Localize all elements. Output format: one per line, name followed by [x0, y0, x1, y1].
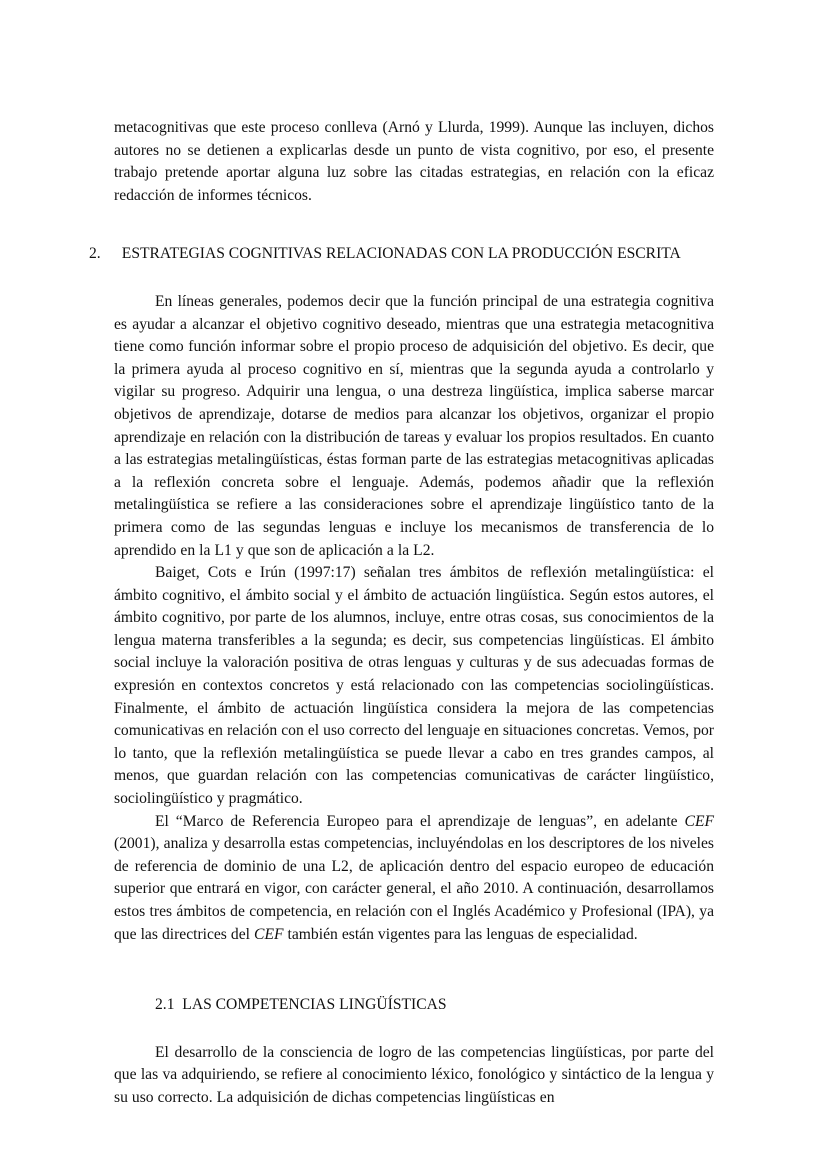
subsection-heading-title: LAS COMPETENCIAS LINGÜÍSTICAS — [182, 996, 447, 1014]
spacer-after-section-heading — [114, 266, 714, 291]
subsection-heading-number: 2.1 — [155, 996, 175, 1014]
paragraph-marco-referencia — [114, 811, 714, 947]
spacer-after-subsection-heading — [114, 1017, 714, 1042]
paragraph-marco-text-3: también están vigentes para las lenguas de especialidad. — [283, 925, 638, 943]
paragraph-marco-text-2: (2001), analiza y desarrolla estas competencias, incluyéndolas en los descriptores de los niveles de referencia de dominio de una L2, de aplicación dentro del espacio europeo de educación superior que entrará en vigor, con carácter general, el año 2010. A continuación, desarrollamos estos tres ámbitos de competencia, en relación con el Inglés Académico y Profesional (IPA), ya que las directrices del — [114, 835, 714, 943]
spacer-before-section-heading — [114, 207, 714, 243]
spacer-before-subsection-heading — [114, 946, 714, 994]
section-heading-title: ESTRATEGIAS COGNITIVAS RELACIONADAS CON LA PRODUCCIÓN ESCRITA — [121, 245, 681, 263]
subsection-heading-2-1 — [114, 994, 714, 1017]
text-column — [89, 117, 714, 1110]
paragraph-estrategias-generales: En líneas generales, podemos decir que la función principal de una estrategia cognitiva es ayudar a alcanzar el objetivo cognitivo deseado, mientras que una estrategia metacognitiva tiene como función informar sobre el propio proceso de adquisición del objetivo. Es decir, que la primera ayuda al proceso cognitivo en sí, mientras que la segunda ayuda a controlarlo y vigilar su progreso. Adquirir una lengua, o una destreza lingüística, implica saberse marcar objetivos de aprendizaje, dotarse de medios para alcanzar los objetivos, organizar el propio aprendizaje en relación con la distribución de tareas y evaluar los propios resultados. En cuanto a las estrategias metalingüísticas, éstas forman parte de las estrategias metacognitivas aplicadas a la reflexión concreta sobre el lenguaje. Además, podemos añadir que la reflexión metalingüística se refiere a las consideraciones sobre el aprendizaje lingüístico tanto de la primera como de las segundas lenguas e incluye los mecanismos de transferencia de lo aprendido en la L1 y que son de aplicación a la L2. — [114, 292, 714, 559]
paragraph-baiget-cots-irun: Baiget, Cots e Irún (1997:17) señalan tres ámbitos de reflexión metalingüística: el ámbito cognitivo, el ámbito social y el ámbito de actuación lingüística. Según estos autores, el ámbito cognitivo, por parte de los alumnos, incluye, entre otras cosas, sus conocimientos de la lengua materna transferibles a la segunda; es decir, sus competencias lingüísticas. El ámbito social incluye la valoración positiva de otras lenguas y culturas y de sus adecuadas formas de expresión en contextos concretos y está relacionado con las competencias sociolingüísticas. Finalmente, el ámbito de actuación lingüística considera la mejora de las competencias comunicativas en relación con el uso correcto del lenguaje en situaciones concretas. Vemos, por lo tanto, que la reflexión metalingüística se puede llevar a cabo en tres grandes campos, al menos, que guardan relación con las competencias comunicativas de carácter lingüístico, sociolingüístico y pragmático. — [114, 564, 714, 808]
paragraph-marco-text-1: El “Marco de Referencia Europeo para el aprendizaje de lenguas”, en adelante — [155, 812, 685, 830]
section-heading-2: 2. ESTRATEGIAS COGNITIVAS RELACIONADAS CON LA PRODUCCIÓN ESCRITA — [89, 245, 681, 263]
paragraph-continuation: metacognitivas que este proceso conlleva (Arnó y Llurda, 1999). Aunque las incluyen, dichos autores no se detienen a explicarlas desde un punto de vista cognitivo, por eso, el presente trabajo pretende aportar alguna luz sobre las citadas estrategias, en relación con la eficaz redacción de informes técnicos. — [114, 119, 714, 204]
cef-abbreviation-first: CEF — [684, 812, 714, 830]
paragraph-competencias-linguisticas: El desarrollo de la consciencia de logro de las competencias lingüísticas, por parte del que las va adquiriendo, se refiere al conocimiento léxico, fonológico y sintáctico de la lengua y su uso correcto. La adquisición de dichas competencias lingüísticas en — [114, 1043, 714, 1106]
cef-abbreviation-second: CEF — [254, 925, 284, 943]
